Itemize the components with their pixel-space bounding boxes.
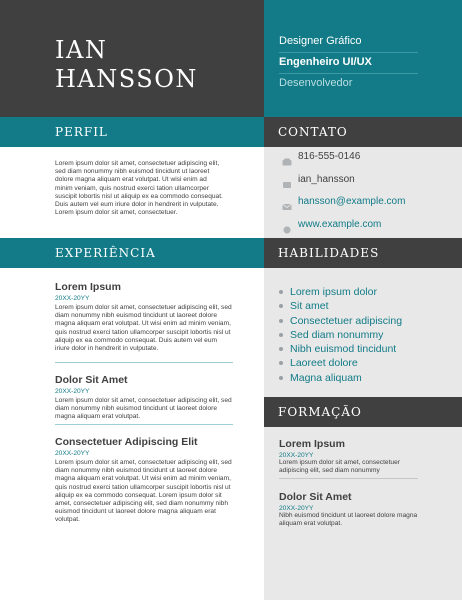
education-title: Dolor Sit Amet <box>279 491 352 503</box>
experience-item <box>55 436 233 525</box>
phone-number: 816-555-0146 <box>298 151 361 162</box>
divider <box>279 478 418 479</box>
job-description: Lorem ipsum dolor sit amet, consectetuer adipiscing elit, sed diam nonummy nibh euismod tincidunt ut laoreet dolore magna aliquam erat volutpat. <box>55 397 232 421</box>
skill-item: Consectetuer adipiscing <box>279 314 402 328</box>
bullet-icon <box>279 376 283 380</box>
role-engineer: Engenheiro UI/UX <box>279 56 372 68</box>
skill-item: Laoreet dolore <box>279 356 402 370</box>
job-date: 20XX-20YY <box>55 295 90 302</box>
experience-item <box>55 281 233 353</box>
contact-phone <box>282 151 360 162</box>
role-designer: Designer Gráfico <box>279 35 362 47</box>
section-header-habilidades <box>264 238 462 268</box>
education-title: Lorem Ipsum <box>279 438 345 450</box>
website-link[interactable]: www.example.com <box>298 219 382 230</box>
role-divider <box>279 52 418 53</box>
job-title: Consectetuer Adipiscing Elit <box>55 436 198 448</box>
username: ian_hansson <box>298 174 355 185</box>
job-title: Lorem Ipsum <box>55 281 121 293</box>
education-description: Nibh euismod tincidunt ut laoreet dolore magna aliquam erat volutpat. <box>279 512 418 528</box>
contact-email[interactable] <box>282 196 405 207</box>
job-date: 20XX-20YY <box>55 450 90 457</box>
skill-item: Magna aliquam <box>279 371 402 385</box>
role-developer: Desenvolvedor <box>279 77 353 89</box>
bullet-icon <box>279 319 283 323</box>
section-title: PERFIL <box>55 125 108 139</box>
bullet-icon <box>279 333 283 337</box>
web-icon <box>282 221 292 229</box>
job-description: Lorem ipsum dolor sit amet, consectetuer adipiscing elit, sed diam nonummy nibh euismod tincidunt ut laoreet dolore magna aliquam erat volutpat. Ut wisi enim ad minim veniam, quis nostrud exerci tation ullamcorper suscipit lobortis nisl ut aliquip ex ea commodo consequat. Lorem ipsum dolor sit amet, consectetuer adipiscing elit, sed diam nonummy nibh euismod tincidunt ut laoreet dolore magna aliquam erat volutpat. <box>55 459 232 524</box>
section-header-formacao <box>264 397 462 427</box>
name-block <box>0 0 264 117</box>
experience-item <box>55 374 233 422</box>
job-description: Lorem ipsum dolor sit amet, consectetuer adipiscing elit, sed diam nonummy nibh euismod tincidunt ut laoreet dolore magna aliquam erat volutpat. Ut wisi enim ad minim veniam, quis nostrud exerci tation ullamcorper suscipit lobortis nisl ut aliquip ex ea commodo consequat. Duis autem vel eum iriure dolor in hendrerit in vulputate. <box>55 304 232 353</box>
section-header-experiencia <box>0 238 264 268</box>
email-icon <box>282 198 292 206</box>
divider <box>55 362 233 363</box>
bullet-icon <box>279 304 283 308</box>
skill-item: Sit amet <box>279 299 402 313</box>
skill-item: Lorem ipsum dolor <box>279 285 402 299</box>
contact-user <box>282 174 355 185</box>
bullet-icon <box>279 347 283 351</box>
section-title: HABILIDADES <box>278 246 380 260</box>
education-item <box>279 438 418 475</box>
email-link[interactable]: hansson@example.com <box>298 196 406 207</box>
education-date: 20XX-20YY <box>279 452 314 459</box>
skill-item: Nibh euismod tincidunt <box>279 342 402 356</box>
education-description: Lorem ipsum dolor sit amet, consectetuer adipiscing elit, sed diam nonummy <box>279 459 400 475</box>
skills-list <box>279 285 402 385</box>
full-name: IAN HANSSON <box>55 36 198 93</box>
profile-text: Lorem ipsum dolor sit amet, consectetuer adipiscing elit, sed diam nonummy nibh euismod tincidunt ut laoreet dolore magna aliquam erat volutpat. Ut wisi enim ad minim veniam, quis nostrud exerci tation ullamcorper suscipit lobortis nisl ut aliquip ex ea commodo consequat. Duis autem vel eum iriure dolor in hendrerit in vulputate. Lorem ipsum dolor sit amet, consectetuer. <box>55 160 223 217</box>
role-divider <box>279 73 418 74</box>
bullet-icon <box>279 361 283 365</box>
section-header-perfil <box>0 117 264 147</box>
contact-web[interactable] <box>282 219 381 230</box>
education-item <box>279 491 418 528</box>
roles-block <box>264 0 462 117</box>
job-title: Dolor Sit Amet <box>55 374 128 386</box>
section-title: EXPERIÊNCIA <box>55 246 156 260</box>
user-icon <box>282 176 292 184</box>
job-date: 20XX-20YY <box>55 388 90 395</box>
bullet-icon <box>279 290 283 294</box>
section-header-contato <box>264 117 462 147</box>
divider <box>55 424 233 425</box>
section-title: FORMAÇÃO <box>278 405 362 419</box>
education-date: 20XX-20YY <box>279 505 314 512</box>
skill-item: Sed diam nonummy <box>279 328 402 342</box>
phone-icon <box>282 153 292 161</box>
section-title: CONTATO <box>278 125 348 139</box>
